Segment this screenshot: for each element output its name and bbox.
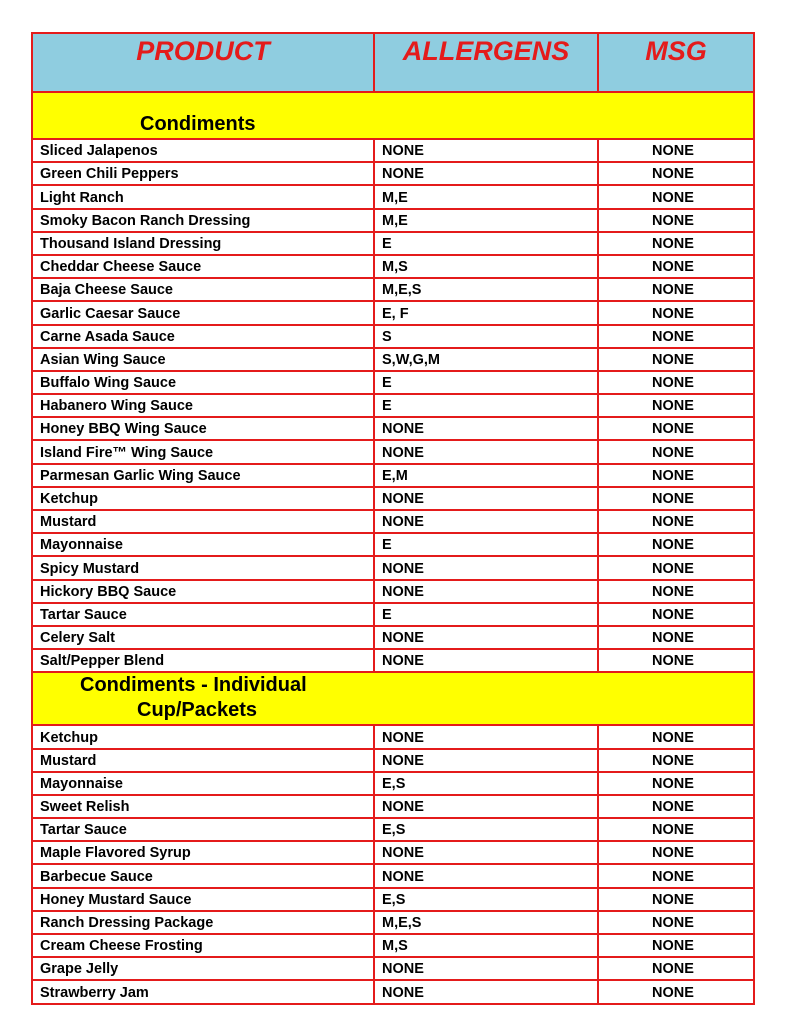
table-row <box>32 440 754 463</box>
msg-cell: NONE <box>598 440 754 463</box>
msg-cell: NONE <box>598 818 754 841</box>
allergens-cell: M,E <box>374 209 598 232</box>
msg-cell: NONE <box>598 626 754 649</box>
product-cell: Cream Cheese Frosting <box>32 934 374 957</box>
table-row <box>32 818 754 841</box>
product-cell: Barbecue Sauce <box>32 864 374 887</box>
product-cell: Honey BBQ Wing Sauce <box>32 417 374 440</box>
allergens-cell: NONE <box>374 649 598 672</box>
table-row <box>32 255 754 278</box>
msg-cell: NONE <box>598 278 754 301</box>
section-header-row <box>32 672 754 725</box>
allergens-cell: E <box>374 394 598 417</box>
table-row <box>32 957 754 980</box>
table-row <box>32 772 754 795</box>
allergens-cell: NONE <box>374 725 598 748</box>
table-row <box>32 749 754 772</box>
msg-cell: NONE <box>598 533 754 556</box>
section-header-row <box>32 92 754 139</box>
allergens-cell: E,S <box>374 888 598 911</box>
table-row <box>32 864 754 887</box>
allergens-cell: NONE <box>374 510 598 533</box>
product-cell: Mustard <box>32 749 374 772</box>
allergens-cell: S,W,G,M <box>374 348 598 371</box>
table-row <box>32 980 754 1003</box>
msg-cell: NONE <box>598 888 754 911</box>
product-cell: Green Chili Peppers <box>32 162 374 185</box>
table-row <box>32 841 754 864</box>
msg-cell: NONE <box>598 371 754 394</box>
table-row <box>32 348 754 371</box>
allergens-cell: M,E,S <box>374 911 598 934</box>
allergens-cell: E <box>374 603 598 626</box>
table-row <box>32 556 754 579</box>
product-column-header: PRODUCT <box>32 33 374 92</box>
msg-cell: NONE <box>598 864 754 887</box>
allergens-cell: E <box>374 371 598 394</box>
table-row <box>32 417 754 440</box>
allergens-cell: M,S <box>374 255 598 278</box>
msg-cell: NONE <box>598 301 754 324</box>
msg-cell: NONE <box>598 510 754 533</box>
table-row <box>32 185 754 208</box>
msg-cell: NONE <box>598 603 754 626</box>
allergens-cell: NONE <box>374 487 598 510</box>
msg-cell: NONE <box>598 209 754 232</box>
allergens-cell: NONE <box>374 626 598 649</box>
allergens-cell: M,E,S <box>374 278 598 301</box>
product-cell: Mayonnaise <box>32 772 374 795</box>
table-row <box>32 162 754 185</box>
product-cell: Maple Flavored Syrup <box>32 841 374 864</box>
product-cell: Ranch Dressing Package <box>32 911 374 934</box>
allergens-cell: E, F <box>374 301 598 324</box>
msg-cell: NONE <box>598 139 754 162</box>
msg-cell: NONE <box>598 394 754 417</box>
msg-cell: NONE <box>598 749 754 772</box>
msg-cell: NONE <box>598 417 754 440</box>
msg-cell: NONE <box>598 795 754 818</box>
msg-cell: NONE <box>598 556 754 579</box>
section-title <box>32 92 754 139</box>
allergens-cell: NONE <box>374 864 598 887</box>
product-cell: Strawberry Jam <box>32 980 374 1003</box>
product-cell: Ketchup <box>32 487 374 510</box>
allergens-cell: NONE <box>374 749 598 772</box>
table-row <box>32 934 754 957</box>
product-cell: Carne Asada Sauce <box>32 325 374 348</box>
table-row <box>32 725 754 748</box>
allergens-cell: M,S <box>374 934 598 957</box>
allergens-cell: NONE <box>374 440 598 463</box>
product-cell: Tartar Sauce <box>32 603 374 626</box>
msg-cell: NONE <box>598 348 754 371</box>
product-cell: Habanero Wing Sauce <box>32 394 374 417</box>
msg-cell: NONE <box>598 580 754 603</box>
msg-cell: NONE <box>598 911 754 934</box>
msg-cell: NONE <box>598 255 754 278</box>
allergens-cell: NONE <box>374 957 598 980</box>
allergens-cell: S <box>374 325 598 348</box>
allergens-cell: NONE <box>374 556 598 579</box>
product-cell: Buffalo Wing Sauce <box>32 371 374 394</box>
product-cell: Ketchup <box>32 725 374 748</box>
table-row <box>32 510 754 533</box>
msg-cell: NONE <box>598 934 754 957</box>
product-cell: Cheddar Cheese Sauce <box>32 255 374 278</box>
product-cell: Mustard <box>32 510 374 533</box>
product-cell: Garlic Caesar Sauce <box>32 301 374 324</box>
allergens-cell: NONE <box>374 795 598 818</box>
table-row <box>32 533 754 556</box>
msg-cell: NONE <box>598 841 754 864</box>
allergens-cell: E,S <box>374 818 598 841</box>
table-row <box>32 888 754 911</box>
allergen-table <box>31 32 755 1005</box>
table-row <box>32 795 754 818</box>
product-cell: Island Fire™ Wing Sauce <box>32 440 374 463</box>
msg-cell: NONE <box>598 772 754 795</box>
msg-cell: NONE <box>598 957 754 980</box>
allergens-cell: NONE <box>374 841 598 864</box>
msg-cell: NONE <box>598 185 754 208</box>
allergens-cell: E <box>374 232 598 255</box>
allergens-cell: M,E <box>374 185 598 208</box>
section-title-line: Condiments <box>140 113 256 135</box>
allergens-cell: E,S <box>374 772 598 795</box>
msg-cell: NONE <box>598 649 754 672</box>
table-row <box>32 232 754 255</box>
table-row <box>32 371 754 394</box>
table-body <box>32 92 754 1004</box>
msg-cell: NONE <box>598 162 754 185</box>
product-cell: Honey Mustard Sauce <box>32 888 374 911</box>
allergens-cell: NONE <box>374 580 598 603</box>
product-cell: Light Ranch <box>32 185 374 208</box>
product-cell: Grape Jelly <box>32 957 374 980</box>
table-row <box>32 603 754 626</box>
table-row <box>32 301 754 324</box>
table-row <box>32 487 754 510</box>
header-row <box>32 33 754 92</box>
allergens-cell: E <box>374 533 598 556</box>
product-cell: Sliced Jalapenos <box>32 139 374 162</box>
table-row <box>32 911 754 934</box>
table-row <box>32 325 754 348</box>
msg-cell: NONE <box>598 232 754 255</box>
allergens-column-header: ALLERGENS <box>374 33 598 92</box>
allergens-cell: NONE <box>374 980 598 1003</box>
product-cell: Salt/Pepper Blend <box>32 649 374 672</box>
table-row <box>32 139 754 162</box>
product-cell: Smoky Bacon Ranch Dressing <box>32 209 374 232</box>
msg-column-header: MSG <box>598 33 754 92</box>
allergens-cell: E,M <box>374 464 598 487</box>
product-cell: Thousand Island Dressing <box>32 232 374 255</box>
table-row <box>32 278 754 301</box>
product-cell: Spicy Mustard <box>32 556 374 579</box>
msg-cell: NONE <box>598 725 754 748</box>
msg-cell: NONE <box>598 325 754 348</box>
allergens-cell: NONE <box>374 139 598 162</box>
msg-cell: NONE <box>598 980 754 1003</box>
product-cell: Parmesan Garlic Wing Sauce <box>32 464 374 487</box>
product-cell: Baja Cheese Sauce <box>32 278 374 301</box>
table-row <box>32 580 754 603</box>
table-row <box>32 649 754 672</box>
msg-cell: NONE <box>598 464 754 487</box>
table-row <box>32 464 754 487</box>
product-cell: Mayonnaise <box>32 533 374 556</box>
section-title-line: Condiments - Individual <box>80 674 307 697</box>
product-cell: Asian Wing Sauce <box>32 348 374 371</box>
product-cell: Celery Salt <box>32 626 374 649</box>
product-cell: Tartar Sauce <box>32 818 374 841</box>
table-row <box>32 626 754 649</box>
allergens-cell: NONE <box>374 162 598 185</box>
table-row <box>32 394 754 417</box>
product-cell: Sweet Relish <box>32 795 374 818</box>
product-cell: Hickory BBQ Sauce <box>32 580 374 603</box>
allergens-cell: NONE <box>374 417 598 440</box>
section-title-line: Cup/Packets <box>137 699 258 722</box>
table-row <box>32 209 754 232</box>
msg-cell: NONE <box>598 487 754 510</box>
section-title <box>32 672 754 725</box>
